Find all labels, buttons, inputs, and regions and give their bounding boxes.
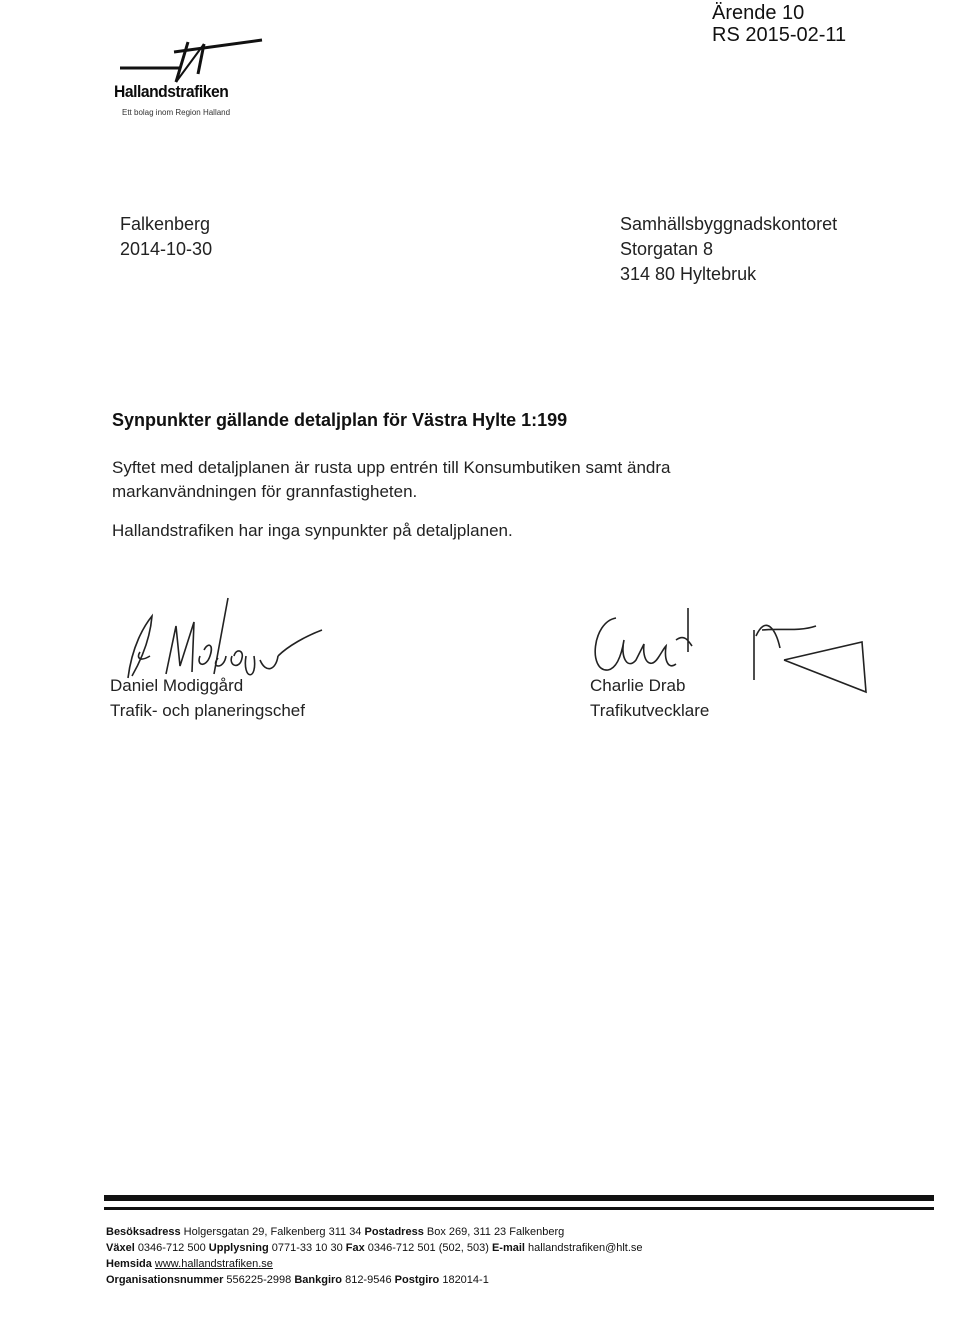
recipient-organisation: Samhällsbyggnadskontoret [620,214,838,234]
fax-number: 0346-712 501 (502, 503) [367,1242,489,1254]
body-paragraph: Syftet med detaljplanen är rusta upp entrén till Konsumbutiken samt ändra markanvändningen för grannfastigheten. [112,458,671,501]
postgiro-number: 182014-1 [442,1274,489,1286]
info-number: 0771-33 10 30 [271,1242,343,1254]
signatory-name: Charlie Drab [590,676,686,695]
visit-label: Besöksadress [106,1226,181,1238]
info-label: Upplysning [208,1242,269,1254]
sender-city: Falkenberg [120,214,211,234]
case-stamp [712,2,846,46]
bankgiro-number: 812-9546 [345,1274,392,1286]
recipient-postal: 314 80 Hyltebruk [620,264,757,284]
footer-divider [104,1195,934,1201]
footer-line [106,1256,643,1272]
logo-tagline: Ett bolag inom Region Halland [122,108,231,117]
signatory-block [590,673,709,723]
switchboard-number: 0346-712 500 [137,1242,206,1254]
letter-subject: Synpunkter gällande detaljplan för Västra Hylte 1:199 [112,410,568,430]
bankgiro-label: Bankgiro [294,1274,343,1286]
email-address[interactable]: hallandstrafiken@hlt.se [528,1242,643,1254]
switchboard-label: Växel [106,1242,135,1254]
org-number: 556225-2998 [226,1274,292,1286]
footer-line [106,1224,643,1240]
footer-line [106,1272,643,1288]
body-paragraph: Hallandstrafiken har inga synpunkter på detaljplanen. [112,521,513,540]
recipient-street: Storgatan 8 [620,239,714,259]
website-link[interactable]: www.hallandstrafiken.se [154,1258,273,1270]
signatory-title: Trafik- och planeringschef [110,701,305,720]
case-number: Ärende 10 [712,2,805,24]
signatory-title: Trafikutvecklare [590,701,710,720]
visit-address: Holgersgatan 29, Falkenberg 311 34 [183,1226,362,1238]
signatory-block [110,673,305,723]
sender-block [120,212,212,262]
postal-label: Postadress [364,1226,424,1238]
logo-name: Hallandstrafiken [114,82,229,101]
logo-mark-icon [112,30,272,90]
recipient-address [620,212,837,287]
company-logo [112,30,272,125]
fax-label: Fax [345,1242,365,1254]
footer-contact [106,1224,643,1288]
letter-date: 2014-10-30 [120,239,213,259]
email-label: E-mail [491,1242,525,1254]
footer-divider [104,1207,934,1210]
org-number-label: Organisationsnummer [106,1274,224,1286]
footer-line [106,1240,643,1256]
signatory-name: Daniel Modiggård [110,676,244,695]
case-reference: RS 2015-02-11 [712,24,847,46]
postal-address: Box 269, 311 23 Falkenberg [426,1226,565,1238]
postgiro-label: Postgiro [394,1274,440,1286]
website-label: Hemsida [106,1258,152,1270]
